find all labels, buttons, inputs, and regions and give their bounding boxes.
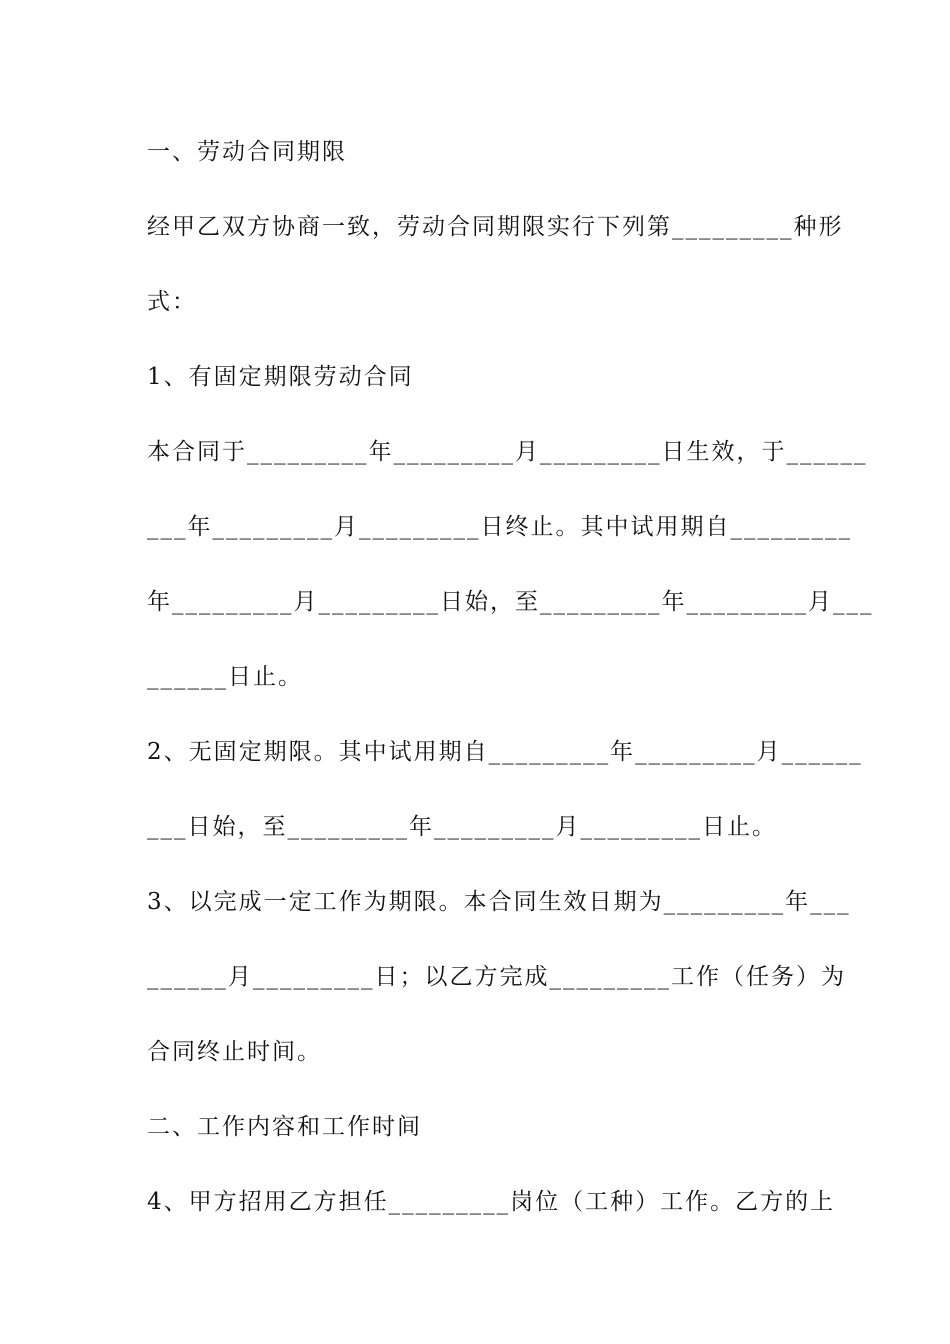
section-heading-contract-term: 一、劳动合同期限 (147, 139, 347, 165)
paragraph-line: ______月_________日；以乙方完成_________工作（任务）为 (147, 964, 846, 990)
paragraph-line: ___日始，至_________年_________月_________日止。 (147, 814, 777, 840)
paragraph-line: 经甲乙双方协商一致，劳动合同期限实行下列第_________种形 (147, 214, 844, 240)
paragraph-line: ______日止。 (147, 664, 303, 690)
clause-open-ended-term: 2、无固定期限。其中试用期自_________年_________月______ (147, 739, 863, 765)
paragraph-line: 式： (147, 289, 197, 315)
paragraph-line: ___年_________月_________日终止。其中试用期自_________ (147, 514, 852, 540)
clause-job-position: 4、甲方招用乙方担任_________岗位（工种）工作。乙方的上 (147, 1189, 836, 1215)
clause-heading-fixed-term: 1、有固定期限劳动合同 (147, 364, 414, 390)
paragraph-line: 本合同于_________年_________月_________日生效，于______ (147, 439, 868, 465)
paragraph-line: 年_________月_________日始，至_________年_________月___ (147, 589, 874, 615)
clause-task-based-term: 3、以完成一定工作为期限。本合同生效日期为_________年___ (147, 889, 851, 915)
paragraph-line: 合同终止时间。 (147, 1039, 322, 1065)
section-heading-work-content: 二、工作内容和工作时间 (147, 1114, 422, 1140)
